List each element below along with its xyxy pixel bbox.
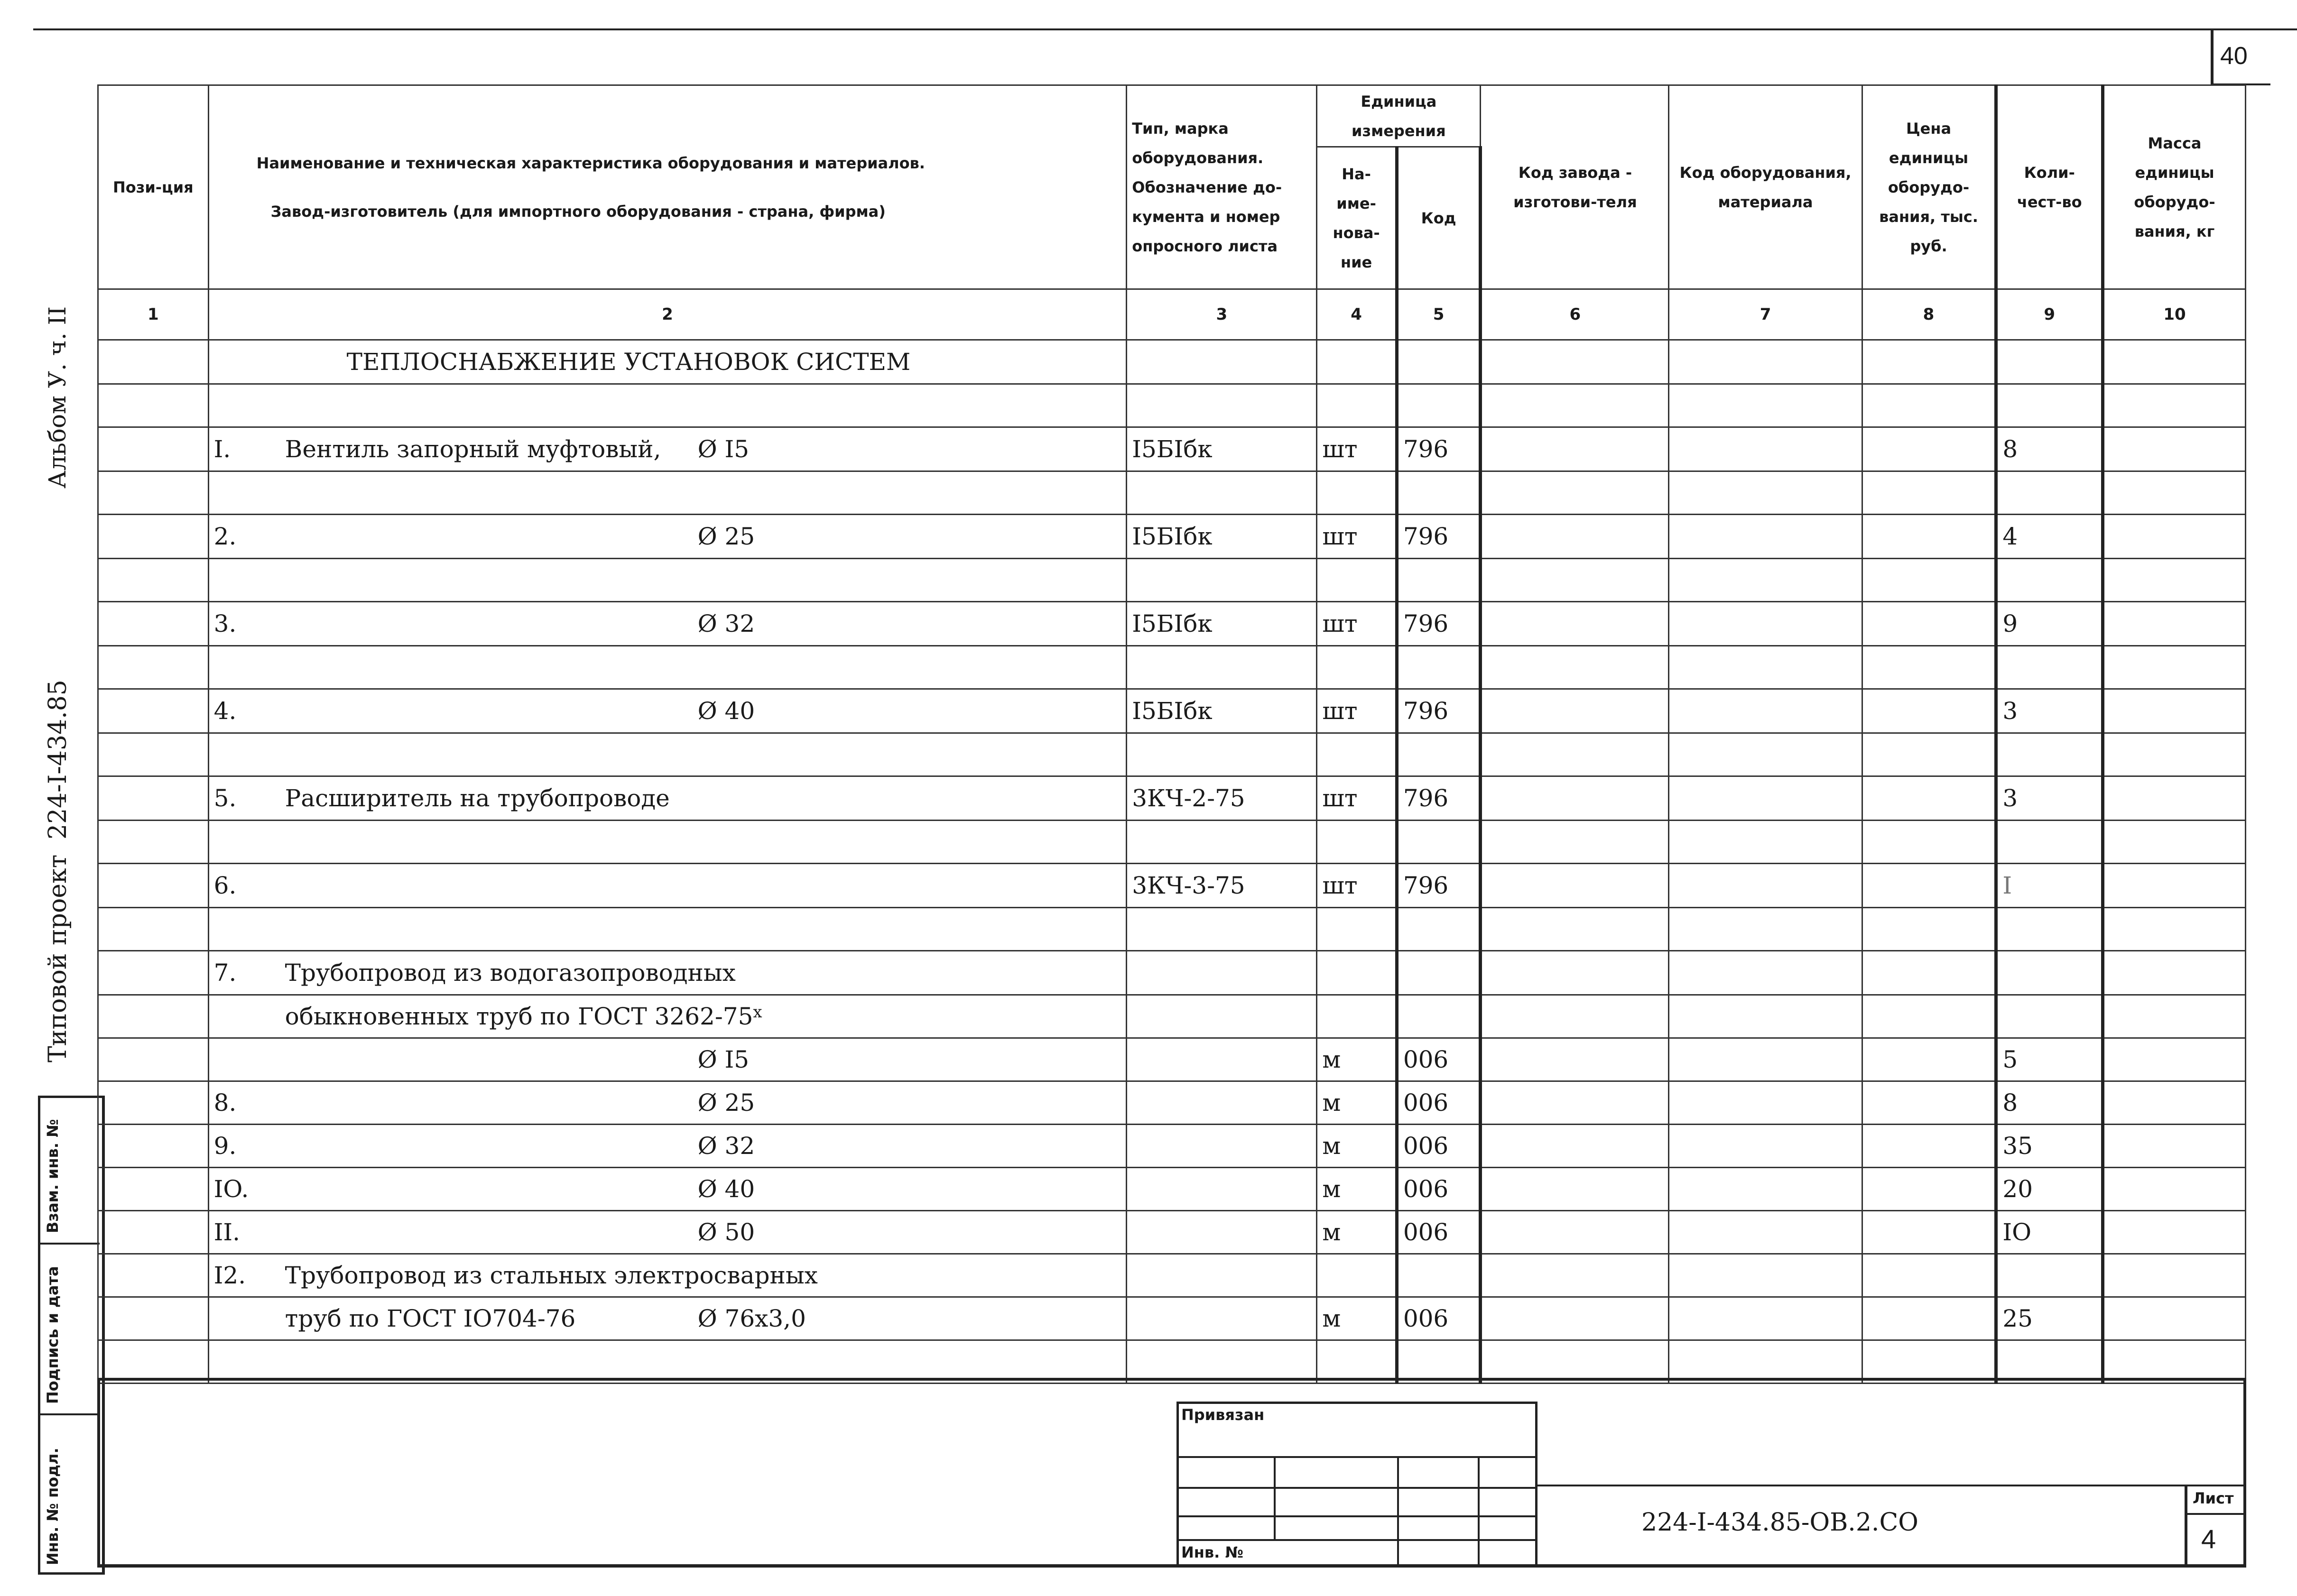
item-type: 3КЧ-2-75 xyxy=(1127,776,1317,821)
item-unit: м xyxy=(1317,1081,1397,1125)
specification-table xyxy=(97,84,2246,1384)
sheet-box-left xyxy=(2185,1485,2187,1568)
item-unit-code: 006 xyxy=(1397,1211,1481,1254)
bound-label: Привязан xyxy=(1181,1406,1265,1424)
item-position: 9. xyxy=(213,1132,237,1160)
table-row xyxy=(98,689,2246,733)
item-name-line2: обыкновенных труб по ГОСТ 3262-75 xyxy=(285,1003,753,1030)
item-unit-code: 796 xyxy=(1397,864,1481,908)
project-type-label: Типовой проект xyxy=(44,854,72,1062)
item-unit-code: 796 xyxy=(1397,776,1481,821)
col-number: 9 xyxy=(1996,289,2103,340)
item-position: IO. xyxy=(213,1175,249,1203)
replace-inv-label: Взам. инв. № xyxy=(44,1119,62,1233)
item-quantity: 9 xyxy=(1996,602,2103,646)
header-equipment-code: Код оборудования, материала xyxy=(1669,85,1862,289)
section-title: ТЕПЛОСНАБЖЕНИЕ УСТАНОВОК СИСТЕМ xyxy=(208,340,1127,384)
sheet-label: Лист xyxy=(2193,1489,2234,1507)
document-code: 224-I-434.85-ОВ.2.СО xyxy=(1641,1508,1918,1537)
col-number: 2 xyxy=(208,289,1127,340)
item-unit-code: 006 xyxy=(1397,1297,1481,1340)
item-name: Расширитель на трубопроводе xyxy=(285,784,670,812)
item-unit-code: 006 xyxy=(1397,1168,1481,1211)
table-row xyxy=(98,733,2246,776)
item-quantity: 35 xyxy=(1996,1125,2103,1168)
bound-box-col xyxy=(1478,1456,1480,1565)
col-number: 7 xyxy=(1669,289,1862,340)
item-position: 8. xyxy=(213,1089,237,1116)
item-diameter: Ø 25 xyxy=(697,523,755,550)
table-row xyxy=(98,1254,2246,1297)
stamp-divider xyxy=(38,1413,100,1415)
item-position: II. xyxy=(213,1218,241,1246)
col-number: 3 xyxy=(1127,289,1317,340)
col-number: 1 xyxy=(98,289,209,340)
table-row xyxy=(98,951,2246,995)
header-type: Тип, марка оборудования. Обозначение до-кумента и номер опросного листа xyxy=(1127,85,1317,289)
item-quantity: 4 xyxy=(1996,515,2103,559)
item-unit: м xyxy=(1317,1297,1397,1340)
table-row xyxy=(98,1081,2246,1125)
item-unit-code: 006 xyxy=(1397,1125,1481,1168)
top-border xyxy=(33,28,2297,30)
bound-box-col xyxy=(1397,1456,1399,1565)
header-quantity: Коли-чест-во xyxy=(1996,85,2103,289)
item-diameter: Ø I5 xyxy=(697,1046,750,1073)
table-row xyxy=(98,1168,2246,1211)
item-position: 7. xyxy=(213,959,237,987)
item-unit: шт xyxy=(1317,864,1397,908)
table-row xyxy=(98,340,2246,384)
header-mass: Масса единицы оборудо-вания, кг xyxy=(2103,85,2246,289)
item-name-line1: Трубопровод из стальных электросварных xyxy=(285,1262,818,1289)
item-position: I. xyxy=(213,435,231,463)
signature-date-label: Подпись и дата xyxy=(44,1266,62,1404)
item-position: 2. xyxy=(213,523,237,550)
item-quantity: 20 xyxy=(1996,1168,2103,1211)
item-unit: м xyxy=(1317,1125,1397,1168)
item-diameter: Ø 40 xyxy=(697,697,755,725)
frame-bottom-border xyxy=(97,1564,2246,1568)
header-name-line1: Наименование и техническая характеристика оборудования и материалов. xyxy=(256,154,925,172)
item-diameter: Ø 32 xyxy=(697,1132,755,1160)
table-row xyxy=(98,384,2246,427)
item-quantity: 8 xyxy=(1996,427,2103,471)
item-unit: шт xyxy=(1317,427,1397,471)
item-quantity: 8 xyxy=(1996,1081,2103,1125)
item-unit: м xyxy=(1317,1211,1397,1254)
item-diameter: Ø 40 xyxy=(697,1175,755,1203)
inv-number-label: Инв. № xyxy=(1181,1543,1243,1561)
original-inv-label: Инв. № подл. xyxy=(44,1448,62,1565)
album-label: Альбом У. ч. II xyxy=(44,306,71,489)
item-unit-code: 006 xyxy=(1397,1081,1481,1125)
stamp-divider xyxy=(38,1243,100,1245)
table-bottom-border xyxy=(97,1378,2246,1381)
item-diameter: Ø 76х3,0 xyxy=(697,1305,806,1332)
table-row xyxy=(98,602,2246,646)
item-name-line2: труб по ГОСТ IO704-76 xyxy=(285,1305,576,1332)
col-number: 5 xyxy=(1397,289,1481,340)
item-type: I5БIбк xyxy=(1127,689,1317,733)
item-unit-code: 796 xyxy=(1397,515,1481,559)
table-row xyxy=(98,1211,2246,1254)
bound-box-top xyxy=(1176,1402,1537,1404)
bound-box-row xyxy=(1176,1487,1537,1489)
page-number: 40 xyxy=(2220,42,2248,70)
sheet-box-divider xyxy=(2185,1513,2246,1515)
item-position: 3. xyxy=(213,610,237,637)
table-row xyxy=(98,864,2246,908)
header-unit-code: Код xyxy=(1397,147,1481,289)
table-body xyxy=(98,340,2246,1384)
item-quantity: 3 xyxy=(1996,689,2103,733)
table-row xyxy=(98,821,2246,864)
header-plant-code: Код завода - изготови-теля xyxy=(1481,85,1669,289)
item-name-line1: Трубопровод из водогазопроводных xyxy=(285,959,736,987)
item-unit: м xyxy=(1317,1168,1397,1211)
item-position: 4. xyxy=(213,697,237,725)
col-number: 10 xyxy=(2103,289,2246,340)
table-row xyxy=(98,776,2246,821)
table-row xyxy=(98,1340,2246,1384)
frame-right-border xyxy=(2243,1378,2246,1568)
table-row xyxy=(98,1038,2246,1081)
item-diameter: Ø I5 xyxy=(697,435,750,463)
table-row xyxy=(98,427,2246,471)
gost-superscript: х xyxy=(753,1003,762,1022)
bound-box-row xyxy=(1176,1515,1537,1517)
header-name-line2: Завод-изготовитель (для импортного оборудования - страна, фирма) xyxy=(270,202,886,221)
header-unit-name: На-име-нова-ние xyxy=(1317,147,1397,289)
header-price: Цена единицы оборудо-вания, тыс. руб. xyxy=(1862,85,1996,289)
item-type: I5БIбк xyxy=(1127,602,1317,646)
item-unit: м xyxy=(1317,1038,1397,1081)
item-quantity: 5 xyxy=(1996,1038,2103,1081)
project-code-label: 224-I-434.85 xyxy=(44,680,72,840)
item-quantity: IO xyxy=(1996,1211,2103,1254)
item-type: I5БIбк xyxy=(1127,515,1317,559)
bound-box-row xyxy=(1176,1539,1537,1541)
item-diameter: Ø 32 xyxy=(697,610,755,637)
header-position: Пози-ция xyxy=(98,85,209,289)
item-unit-code: 796 xyxy=(1397,427,1481,471)
sheet-number: 4 xyxy=(2201,1524,2216,1554)
item-unit: шт xyxy=(1317,689,1397,733)
col-number: 8 xyxy=(1862,289,1996,340)
table-row xyxy=(98,515,2246,559)
header-unit-group: Единица измерения xyxy=(1317,85,1481,147)
table-row xyxy=(98,471,2246,515)
table-row xyxy=(98,1297,2246,1340)
item-type: I5БIбк xyxy=(1127,427,1317,471)
item-unit: шт xyxy=(1317,602,1397,646)
table-row xyxy=(98,995,2246,1038)
item-quantity: 3 xyxy=(1996,776,2103,821)
table-row xyxy=(98,646,2246,689)
col-number: 4 xyxy=(1317,289,1397,340)
item-unit-code: 006 xyxy=(1397,1038,1481,1081)
table-row xyxy=(98,559,2246,602)
item-name: Вентиль запорный муфтовый, xyxy=(285,435,661,463)
header-name xyxy=(208,85,1127,289)
item-type: 3КЧ-3-75 xyxy=(1127,864,1317,908)
item-position: 6. xyxy=(213,872,237,899)
table-row xyxy=(98,908,2246,951)
item-unit: шт xyxy=(1317,776,1397,821)
bound-box-col xyxy=(1274,1456,1276,1539)
code-row-top xyxy=(1537,1485,2246,1486)
item-quantity: 25 xyxy=(1996,1297,2103,1340)
item-diameter: Ø 25 xyxy=(697,1089,755,1116)
col-number: 6 xyxy=(1481,289,1669,340)
item-quantity: I xyxy=(1996,864,2103,908)
item-unit-code: 796 xyxy=(1397,602,1481,646)
item-position: 5. xyxy=(213,784,237,812)
table-row xyxy=(98,1125,2246,1168)
frame-left-border xyxy=(97,1378,100,1568)
item-unit-code: 796 xyxy=(1397,689,1481,733)
bound-box-row xyxy=(1176,1456,1537,1458)
item-diameter: Ø 50 xyxy=(697,1218,755,1246)
item-position: I2. xyxy=(213,1262,246,1289)
item-unit: шт xyxy=(1317,515,1397,559)
